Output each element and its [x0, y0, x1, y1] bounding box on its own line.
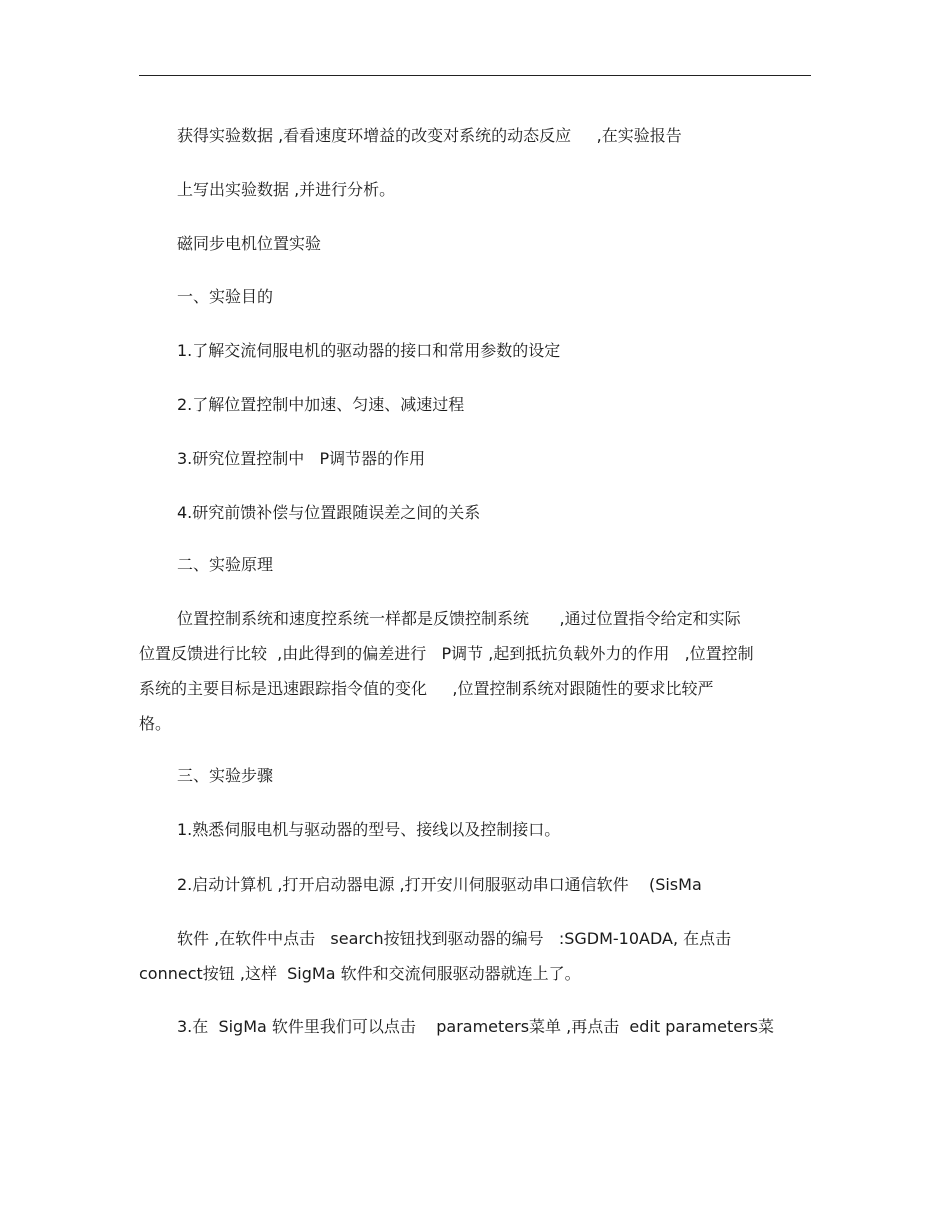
section-heading: 二、实验原理 — [177, 555, 274, 574]
paragraph-line: 位置控制系统和速度控系统一样都是反馈控制系统 ,通过位置指令给定和实际 — [177, 609, 741, 628]
list-item: 1.熟悉伺服电机与驱动器的型号、接线以及控制接口。 — [177, 820, 561, 839]
section-heading: 三、实验步骤 — [177, 766, 274, 785]
header-rule — [139, 75, 811, 76]
list-item: 3.研究位置控制中 P调节器的作用 — [177, 449, 426, 468]
section-title: 磁同步电机位置实验 — [177, 234, 322, 253]
paragraph-line: 格。 — [139, 714, 172, 733]
paragraph-line: 软件 ,在软件中点击 search按钮找到驱动器的编号 :SGDM-10ADA, 在点击 — [177, 929, 732, 948]
paragraph-line: 系统的主要目标是迅速跟踪指令值的变化 ,位置控制系统对跟随性的要求比较严 — [139, 679, 714, 698]
list-item: 2.启动计算机 ,打开启动器电源 ,打开安川伺服驱动串口通信软件 (SisMa — [177, 875, 702, 894]
list-item: 4.研究前馈补偿与位置跟随误差之间的关系 — [177, 503, 481, 522]
list-item: 2.了解位置控制中加速、匀速、减速过程 — [177, 395, 465, 414]
list-item: 3.在 SigMa 软件里我们可以点击 parameters菜单 ,再点击 edit parameters菜 — [177, 1017, 774, 1036]
section-heading: 一、实验目的 — [177, 287, 274, 306]
list-item: 1.了解交流伺服电机的驱动器的接口和常用参数的设定 — [177, 341, 561, 360]
paragraph-line: 获得实验数据 ,看看速度环增益的改变对系统的动态反应 ,在实验报告 — [177, 126, 682, 145]
paragraph-line: 位置反馈进行比较 ,由此得到的偏差进行 P调节 ,起到抵抗负载外力的作用 ,位置控制 — [139, 644, 754, 663]
paragraph-line: connect按钮 ,这样 SigMa 软件和交流伺服驱动器就连上了。 — [139, 964, 581, 983]
paragraph-line: 上写出实验数据 ,并进行分析。 — [177, 180, 396, 199]
